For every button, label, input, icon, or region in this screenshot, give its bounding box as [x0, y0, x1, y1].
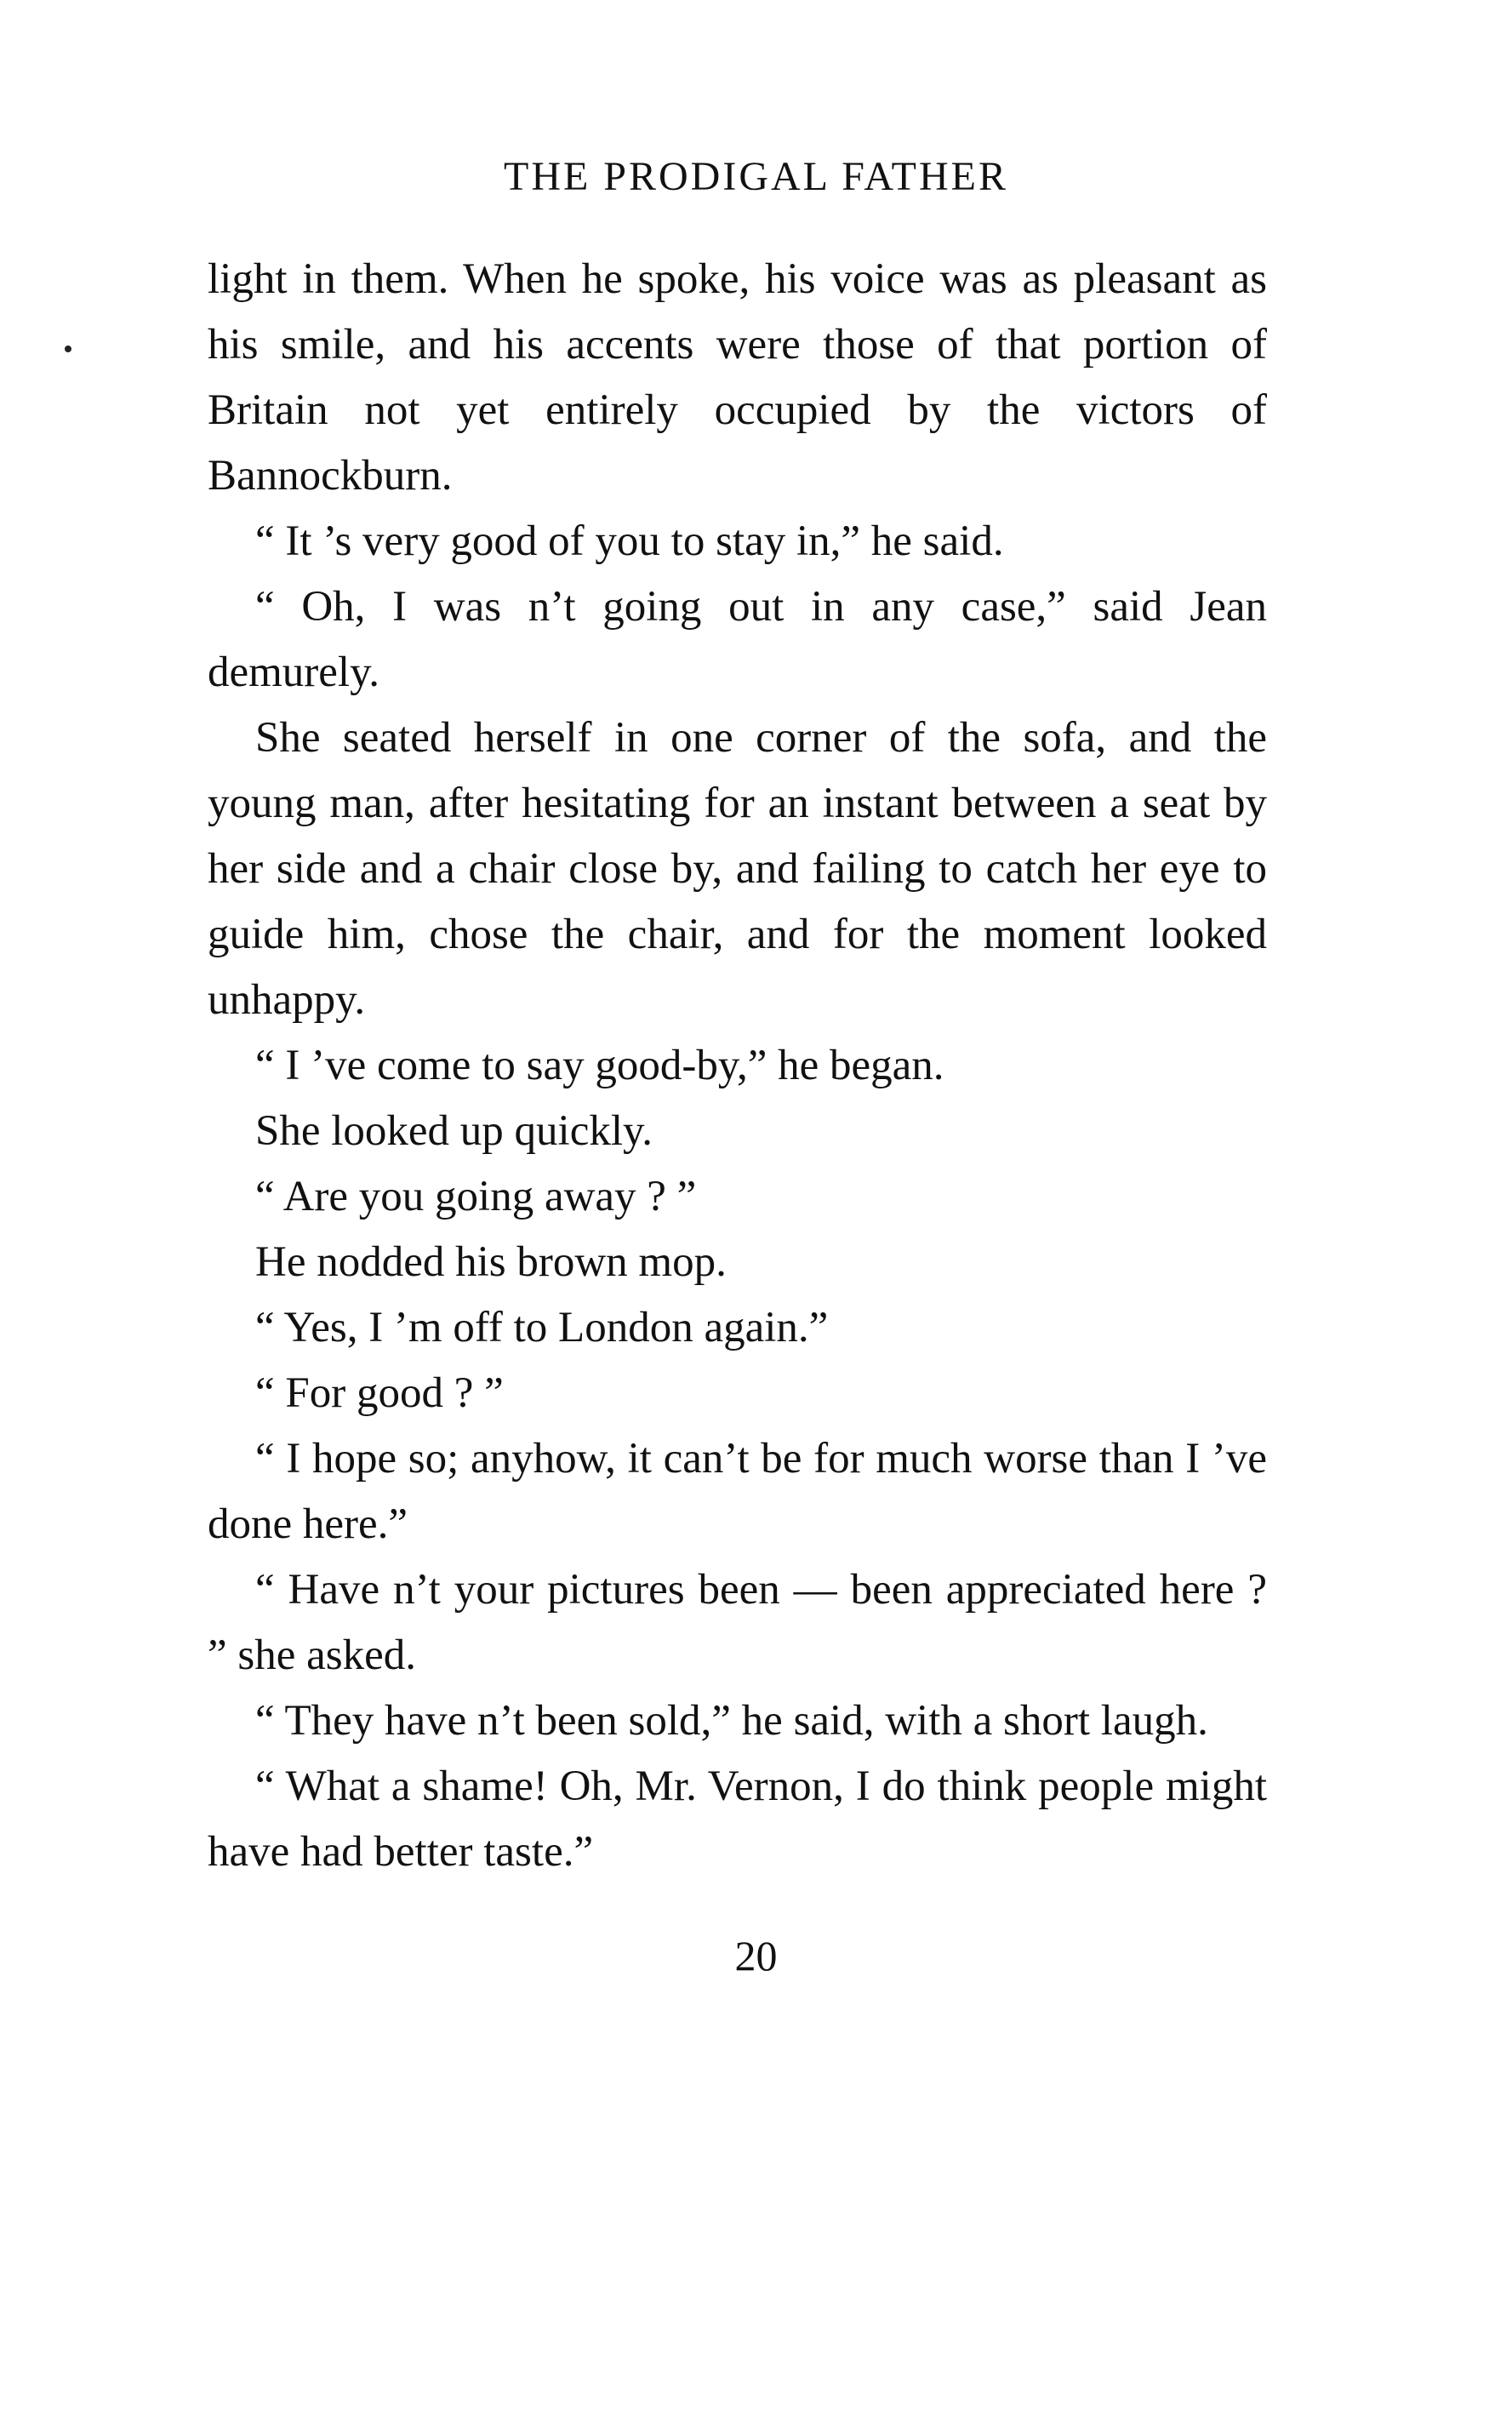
paragraph: She seated herself in one corner of the sofa, and the young man, after hesitating for an instant between a seat by her side and a chair close by, and failing to catch her eye to guide him, chose the chair, and for the moment looked unhappy. — [208, 714, 1267, 1024]
paragraph: “ What a shame! Oh, Mr. Vernon, I do think people might have had better taste.” — [208, 1763, 1267, 1876]
paragraph: “ They have n’t been sold,” he said, with a short laugh. — [255, 1697, 1208, 1745]
print-speck — [65, 346, 71, 352]
paragraph: She looked up quickly. — [255, 1107, 653, 1155]
paragraph: He nodded his brown mop. — [255, 1238, 727, 1286]
paragraph: “ Oh, I was n’t going out in any case,” said Jean demurely. — [208, 583, 1267, 696]
body-text — [208, 247, 1267, 1885]
running-head: THE PRODIGAL FATHER — [504, 154, 1008, 199]
paragraph: “ Yes, I ’m off to London again.” — [255, 1304, 829, 1351]
paragraph: light in them. When he spoke, his voice was as pleasant as his smile, and his accents were those of that portion of Britain not yet entirely occupied by the victors of Bannockburn. — [208, 255, 1267, 500]
paragraph: “ I ’ve come to say good-by,” he began. — [255, 1042, 944, 1089]
paragraph: “ For good ? ” — [255, 1369, 504, 1417]
paragraph: “ It ’s very good of you to stay in,” he said. — [255, 517, 1004, 565]
paragraph: “ I hope so; anyhow, it can’t be for much worse than I ’ve done here.” — [208, 1435, 1267, 1548]
paragraph: “ Have n’t your pictures been — been appreciated here ? ” she asked. — [208, 1566, 1267, 1679]
page-number: 20 — [734, 1932, 778, 1980]
paragraph: “ Are you going away ? ” — [255, 1173, 697, 1220]
